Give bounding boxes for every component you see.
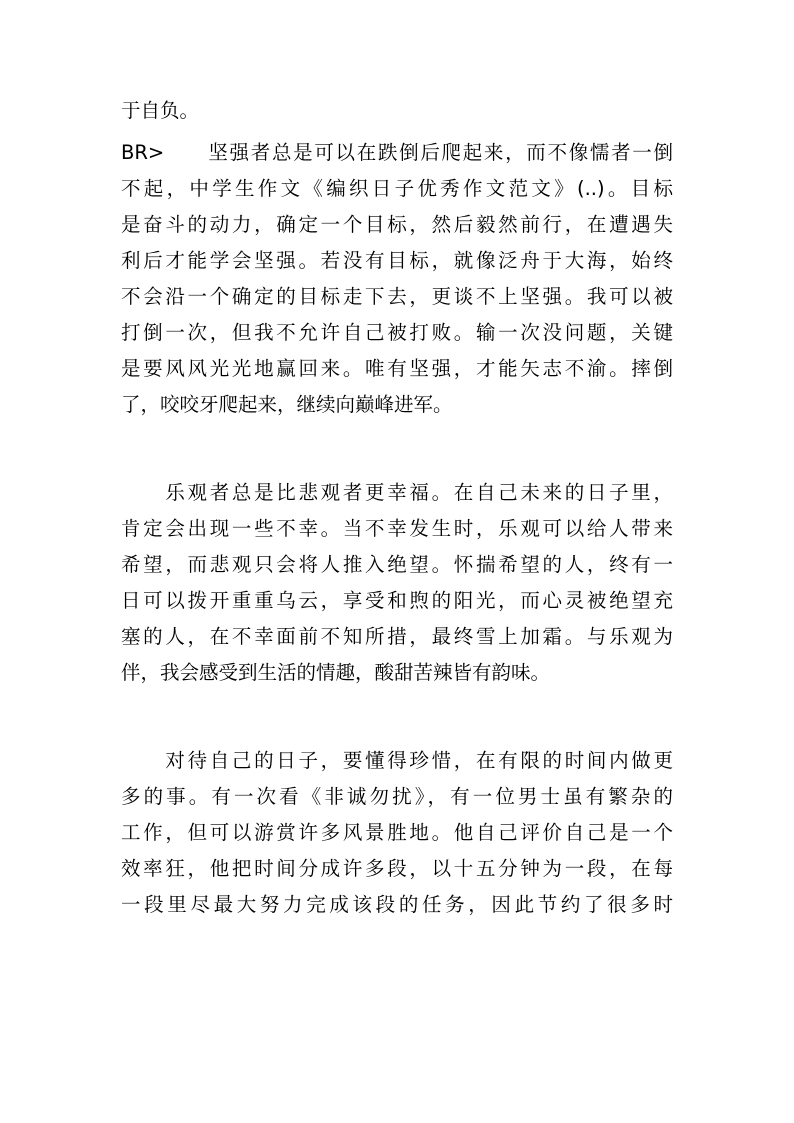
text-line: 日可以拨开重重乌云，享受和煦的阳光，而心灵被绝望充 — [121, 589, 673, 612]
text-line: 打倒一次，但我不允许自己被打败。输一次没问题，关键 — [121, 321, 673, 344]
text-line: 于自负。 — [121, 99, 200, 122]
text-line: 了，咬咬牙爬起来，继续向巅峰进军。 — [121, 393, 453, 416]
text-line: 肯定会出现一些不幸。当不幸发生时，乐观可以给人带来 — [121, 517, 673, 540]
text-line: 利后才能学会坚强。若没有目标，就像泛舟于大海，始终 — [121, 249, 673, 272]
text-line: 是奋斗的动力，确定一个目标，然后毅然前行，在遭遇失 — [121, 213, 673, 236]
text-line: 对待自己的日子，要懂得珍惜，在有限的时间内做更 — [121, 749, 673, 772]
text-line: 乐观者总是比悲观者更幸福。在自己未来的日子里， — [121, 481, 673, 504]
text-line: 希望，而悲观只会将人推入绝望。怀揣希望的人，终有一 — [121, 553, 673, 576]
text-line: 不起，中学生作文《编织日子优秀作文范文》(..)。目标 — [121, 177, 673, 200]
text-line: 多的事。有一次看《非诚勿扰》，有一位男士虽有繁杂的 — [121, 785, 673, 808]
text-line: 是要风风光光地赢回来。唯有坚强，才能矢志不渝。摔倒 — [121, 357, 673, 380]
text-line: 塞的人，在不幸面前不知所措，最终雪上加霜。与乐观为 — [121, 625, 673, 648]
text-line: 工作，但可以游赏许多风景胜地。他自己评价自己是一个 — [121, 821, 673, 844]
text-line: 伴，我会感受到生活的情趣，酸甜苦辣皆有韵味。 — [121, 661, 551, 684]
text-line: 不会沿一个确定的目标走下去，更谈不上坚强。我可以被 — [121, 285, 673, 308]
text-line: BR> 坚强者总是可以在跌倒后爬起来，而不像懦者一倒 — [121, 141, 673, 164]
text-line: 一段里尽最大努力完成该段的任务，因此节约了很多时 — [121, 893, 673, 916]
text-line: 效率狂，他把时间分成许多段，以十五分钟为一段，在每 — [121, 857, 673, 880]
